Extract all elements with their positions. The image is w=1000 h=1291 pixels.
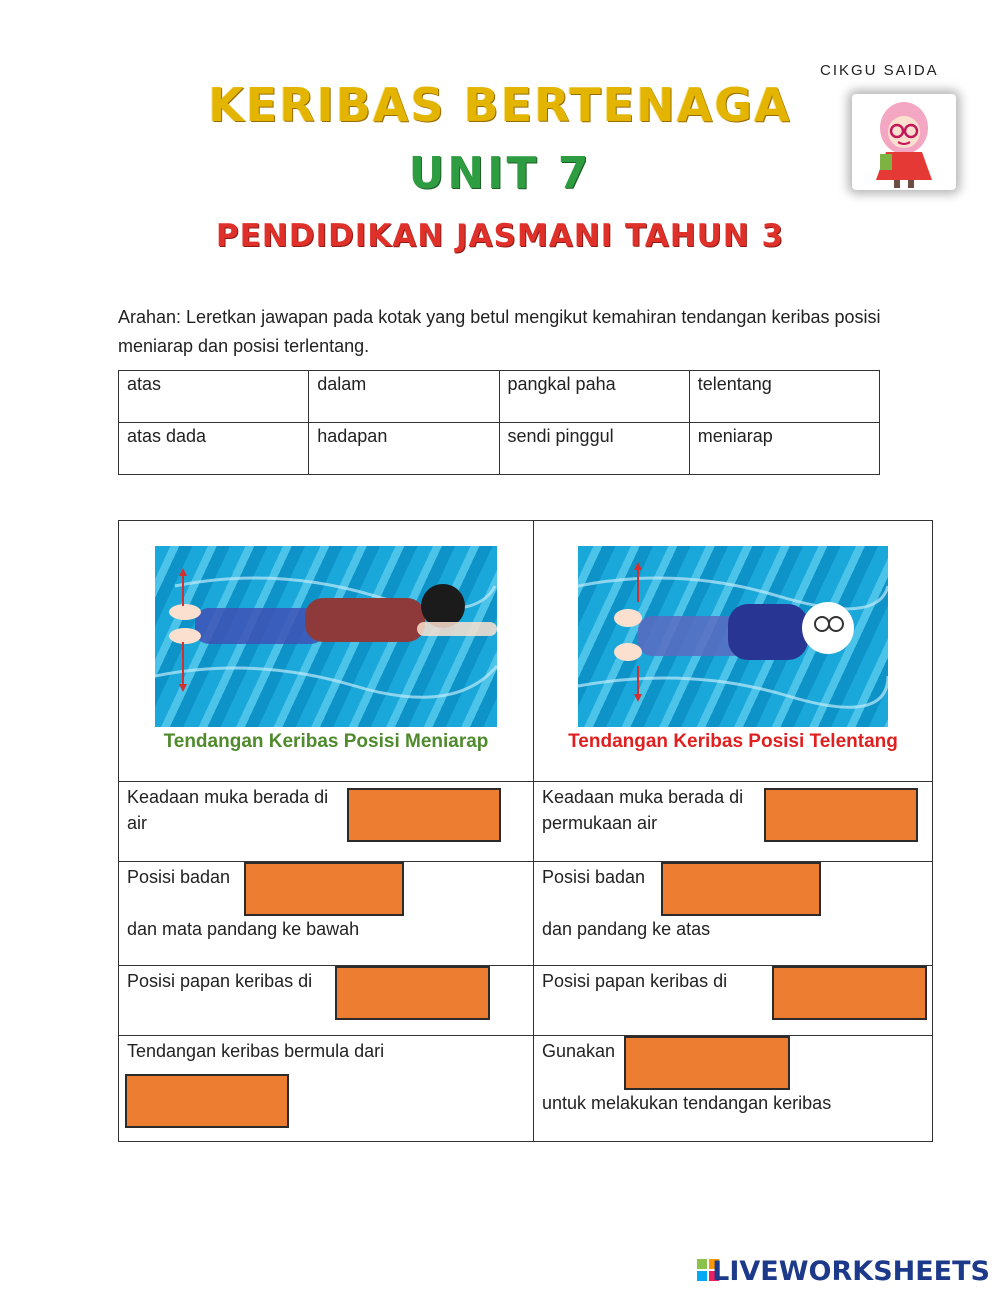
answer-drop-box[interactable] bbox=[661, 862, 821, 916]
answer-drop-box[interactable] bbox=[624, 1036, 790, 1090]
image-row bbox=[119, 521, 933, 782]
supine-caption: Tendangan Keribas Posisi Telentang bbox=[568, 731, 898, 752]
question-cell bbox=[534, 966, 933, 1036]
word-bank-item[interactable]: atas dada bbox=[119, 423, 309, 475]
question-text: Posisi papan keribas di bbox=[127, 971, 313, 991]
question-cell bbox=[534, 782, 933, 862]
word-bank-item[interactable]: pangkal paha bbox=[499, 371, 689, 423]
question-cell bbox=[119, 1036, 534, 1142]
answer-drop-box[interactable] bbox=[347, 788, 501, 842]
question-cell bbox=[534, 1036, 933, 1142]
worksheet-title: KERIBAS BERTENAGA bbox=[208, 78, 792, 132]
word-bank-row bbox=[119, 423, 880, 475]
question-text: permukaan air bbox=[542, 813, 658, 833]
question-row bbox=[119, 782, 933, 862]
author-label: CIKGU SAIDA bbox=[820, 62, 939, 79]
instruction-text: Arahan: Leretkan jawapan pada kotak yang betul mengikut kemahiran tendangan keribas posisi meniarap dan posisi terlentang. bbox=[118, 307, 881, 356]
question-row bbox=[119, 966, 933, 1036]
word-bank-item[interactable]: telentang bbox=[689, 371, 879, 423]
prone-caption: Tendangan Keribas Posisi Meniarap bbox=[163, 731, 489, 752]
question-text: dan pandang ke atas bbox=[542, 919, 711, 939]
question-text: Posisi papan keribas di bbox=[542, 971, 728, 991]
question-text: air bbox=[127, 813, 148, 833]
question-cell bbox=[119, 862, 534, 966]
unit-title: UNIT 7 bbox=[408, 148, 592, 199]
question-text: Keadaan muka berada di bbox=[542, 787, 744, 807]
question-text: Keadaan muka berada di bbox=[127, 787, 329, 807]
question-row bbox=[119, 862, 933, 966]
word-bank-item[interactable]: meniarap bbox=[689, 423, 879, 475]
question-text: untuk melakukan tendangan keribas bbox=[542, 1093, 832, 1113]
word-bank-item[interactable]: dalam bbox=[309, 371, 499, 423]
exercise-table bbox=[118, 520, 933, 1142]
question-text: Posisi badan bbox=[127, 867, 231, 887]
question-text: Gunakan bbox=[542, 1041, 616, 1061]
subject-title: PENDIDIKAN JASMANI TAHUN 3 bbox=[215, 218, 785, 254]
question-cell bbox=[119, 966, 534, 1036]
answer-drop-box[interactable] bbox=[772, 966, 927, 1020]
question-row bbox=[119, 1036, 933, 1142]
word-bank-table bbox=[118, 370, 880, 475]
word-bank-row bbox=[119, 371, 880, 423]
answer-drop-box[interactable] bbox=[335, 966, 490, 1020]
supine-image-cell bbox=[534, 521, 933, 782]
question-cell bbox=[534, 862, 933, 966]
prone-swimmer-image bbox=[155, 546, 497, 727]
word-bank-item[interactable]: hadapan bbox=[309, 423, 499, 475]
question-text: Tendangan keribas bermula dari bbox=[127, 1041, 385, 1061]
question-text: dan mata pandang ke bawah bbox=[127, 919, 360, 939]
question-cell bbox=[119, 782, 534, 862]
word-bank-item[interactable]: atas bbox=[119, 371, 309, 423]
answer-drop-box[interactable] bbox=[244, 862, 404, 916]
supine-swimmer-image bbox=[578, 546, 888, 727]
prone-image-cell bbox=[119, 521, 534, 782]
word-bank-item[interactable]: sendi pinggul bbox=[499, 423, 689, 475]
brand-logo-text[interactable]: LIVEWORKSHEETS bbox=[712, 1256, 990, 1287]
answer-drop-box[interactable] bbox=[125, 1074, 289, 1128]
question-text: Posisi badan bbox=[542, 867, 646, 887]
answer-drop-box[interactable] bbox=[764, 788, 918, 842]
